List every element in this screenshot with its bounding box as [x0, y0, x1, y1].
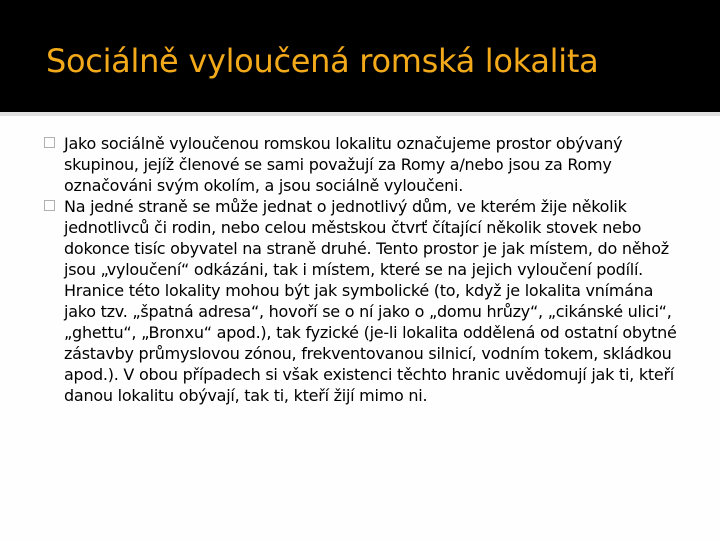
square-bullet-icon [44, 200, 55, 211]
bullet-item [44, 196, 684, 406]
square-bullet-icon [44, 137, 55, 148]
title-divider [0, 112, 720, 116]
bullet-text: Na jedné straně se může jednat o jednotlivý dům, ve kterém žije několik jednotlivců či rodin, nebo celou městskou čtvrť čítající několik stovek nebo dokonce tisíc obyvatel na straně druhé. Tento prostor je jak místem, do něhož jsou „vyloučení“ odkázáni, tak i místem, které se na jejich vyloučení podílí. Hranice této lokality mohou být jak symbolické (to, když je lokalita vnímána jako tzv. „špatná adresa“, hovoří se o ní jako o „domu hrůzy“, „cikánské ulici“, „ghettu“, „Bronxu“ apod.), tak fyzické (je-li lokalita oddělená od ostatní obytné zástavby průmyslovou zónou, frekventovanou silnicí, vodním tokem, skládkou apod.). V obou případech si však existenci těchto hranic uvědomují jak ti, kteří danou lokalitu obývají, tak ti, kteří žijí mimo ni. [64, 197, 677, 405]
slide-body [44, 133, 684, 406]
title-bar [0, 0, 720, 112]
slide-title: Sociálně vyloučená romská lokalita [46, 42, 599, 80]
bullet-text: Jako sociálně vyloučenou romskou lokalitu označujeme prostor obývaný skupinou, jejíž členové se sami považují za Romy a/nebo jsou za Romy označováni svým okolím, a jsou sociálně vyloučeni. [64, 134, 623, 195]
bullet-item [44, 133, 684, 196]
